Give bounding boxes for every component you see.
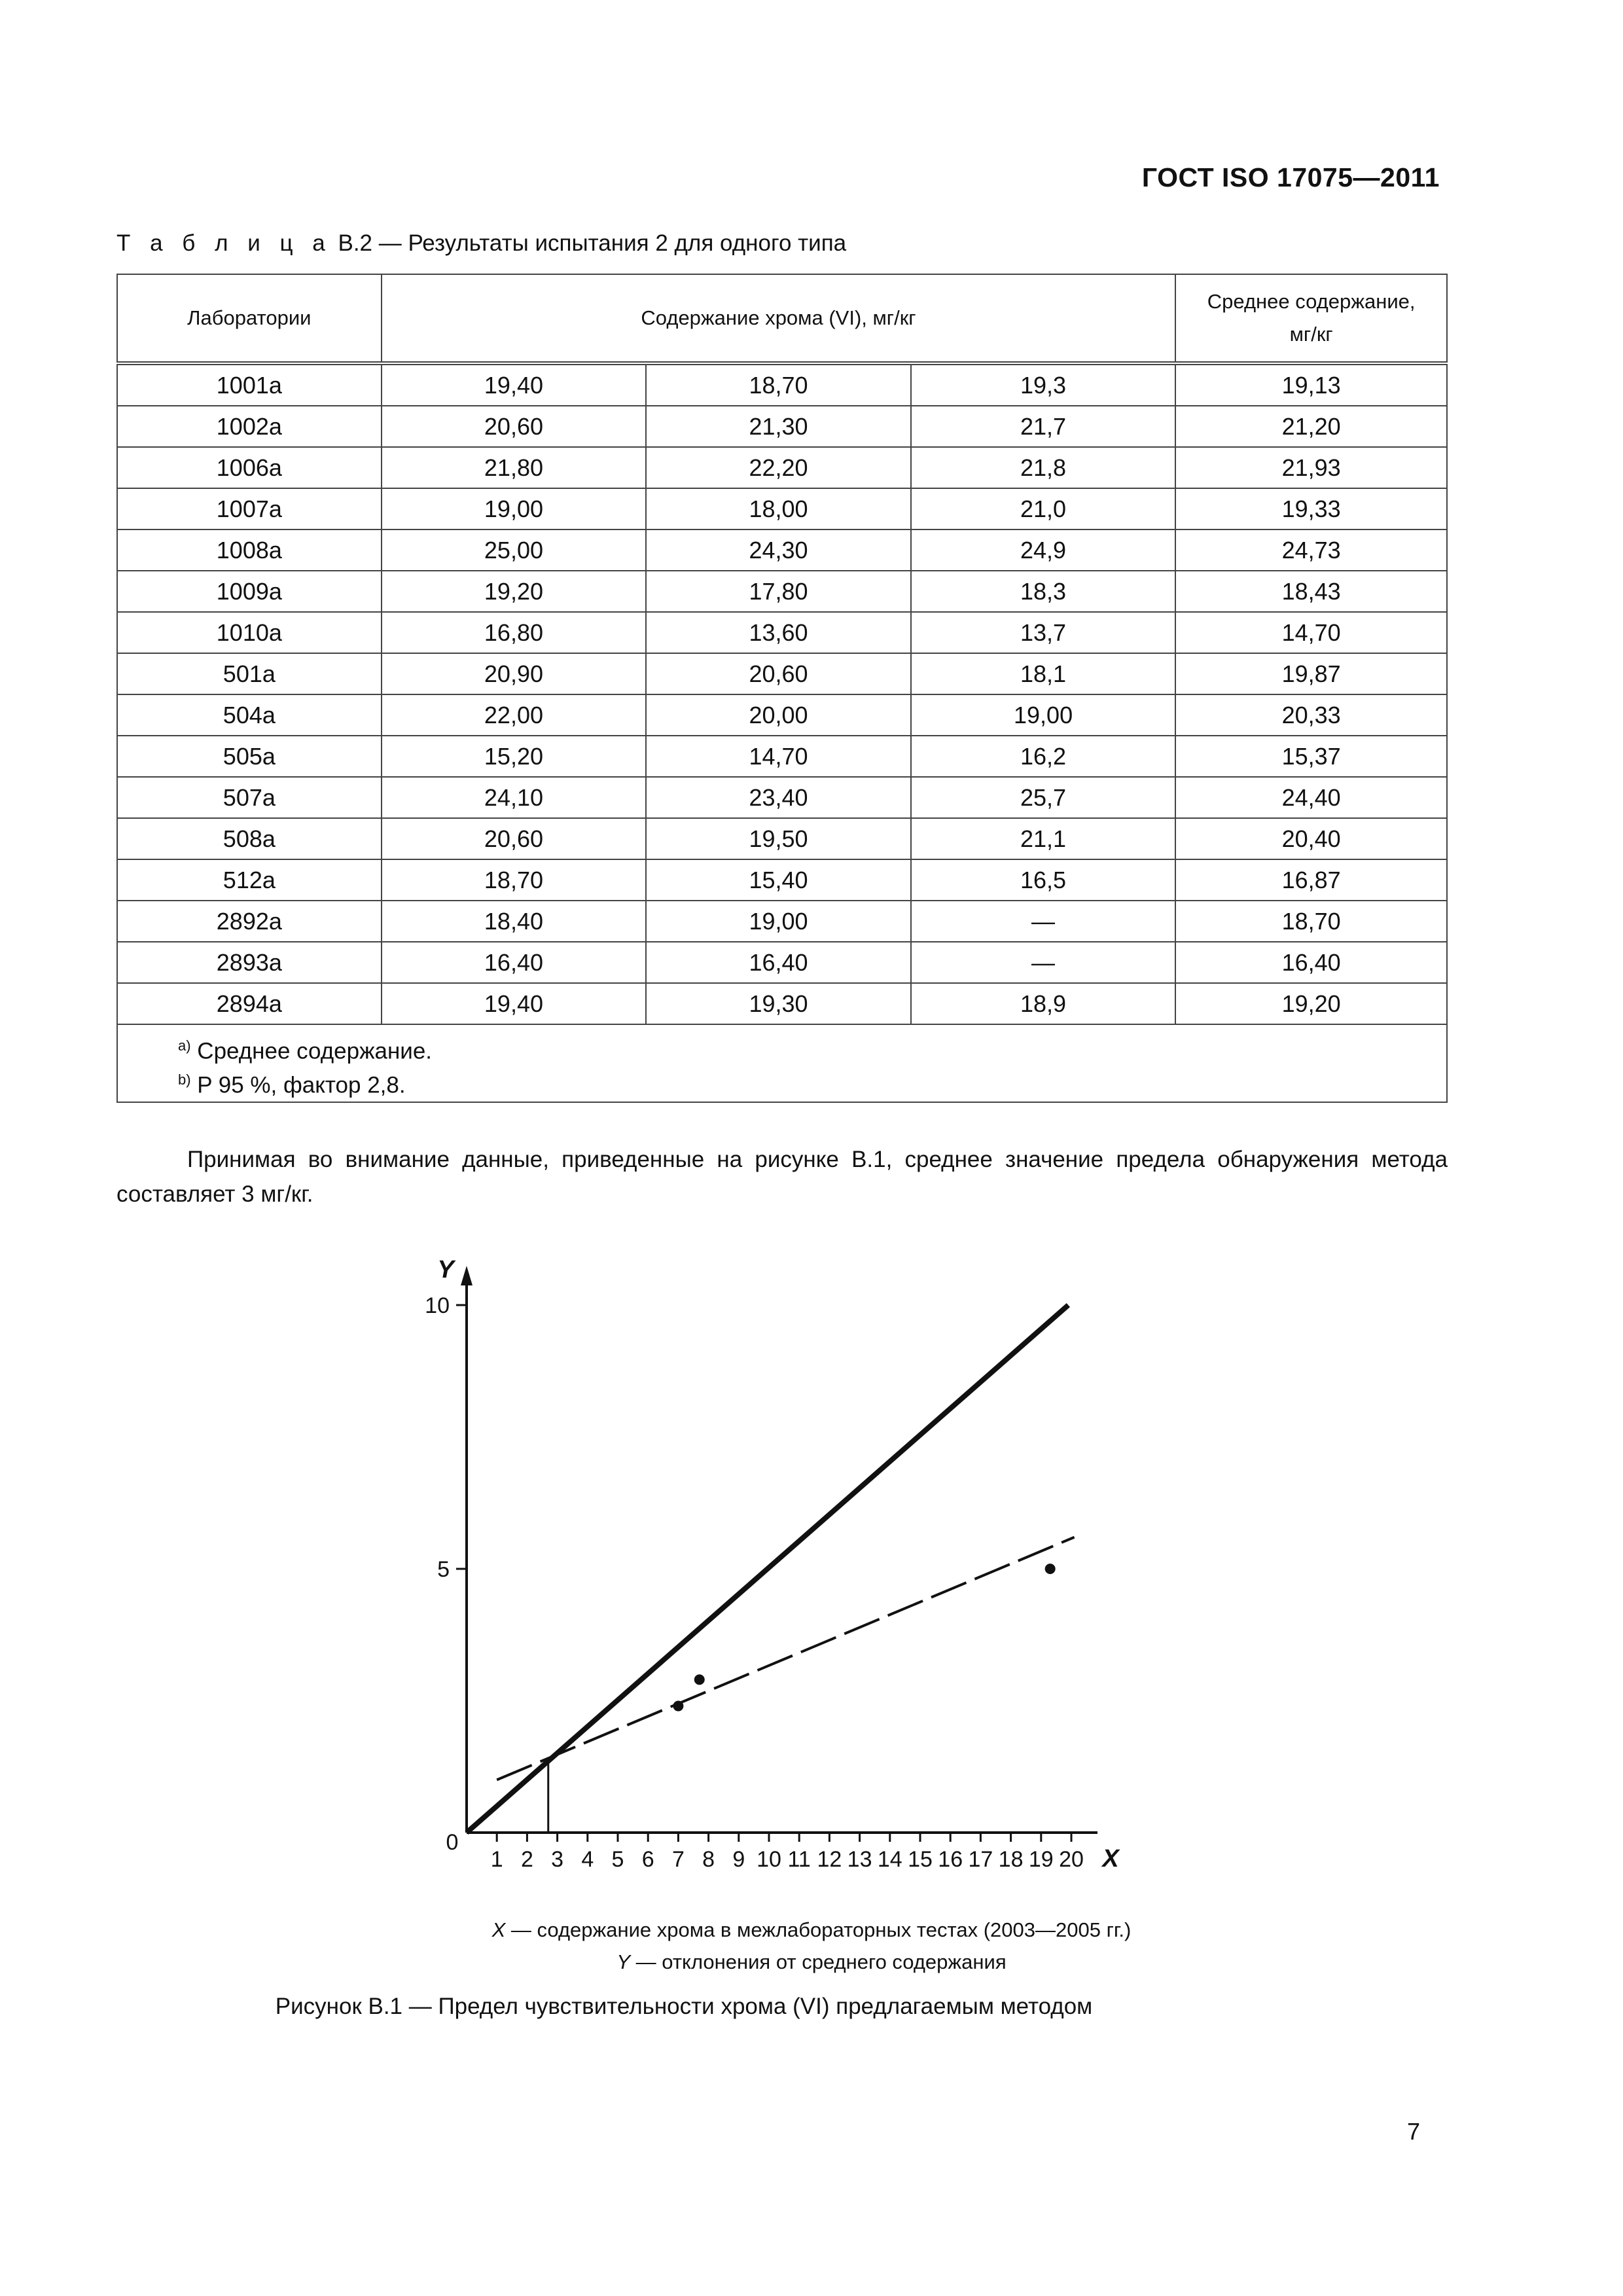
x-tick-label: 16 (938, 1847, 963, 1872)
body-paragraph: Принимая во внимание данные, приведенные на рисунке В.1, среднее значение предела обнаружения метода составляет 3 мг/кг. (116, 1147, 1448, 1207)
x-tick-label: 1 (490, 1847, 503, 1872)
value-cell: 17,80 (646, 571, 911, 612)
mean-cell: 21,20 (1175, 406, 1447, 447)
data-point (673, 1701, 683, 1712)
header-labs: Лаборатории (117, 274, 382, 363)
value-cell: 14,70 (646, 736, 911, 777)
x-axis-note (393, 1914, 1230, 1946)
lab-cell: 507a (117, 777, 382, 818)
mean-cell: 18,70 (1175, 901, 1447, 942)
x-note-text: — содержание хрома в межлабораторных тестах (2003—2005 гг.) (505, 1918, 1132, 1941)
table-row (117, 818, 1447, 859)
value-cell: 20,60 (646, 653, 911, 694)
lab-cell: 512a (117, 859, 382, 901)
value-cell: 18,00 (646, 488, 911, 529)
table-row (117, 447, 1447, 488)
table-notes (117, 1024, 1447, 1102)
x-tick-label: 9 (732, 1847, 745, 1872)
value-cell: 16,40 (646, 942, 911, 983)
table-row (117, 529, 1447, 571)
mean-cell: 19,33 (1175, 488, 1447, 529)
x-tick-label: 15 (908, 1847, 933, 1872)
page-number: 7 (1407, 2118, 1421, 2145)
note-a-text: Среднее содержание. (197, 1038, 433, 1064)
data-point (1045, 1564, 1056, 1574)
mean-cell: 19,87 (1175, 653, 1447, 694)
mean-cell: 21,93 (1175, 447, 1447, 488)
table-header-row (117, 274, 1447, 363)
lab-cell: 1007a (117, 488, 382, 529)
note-b-text: P 95 %, фактор 2,8. (197, 1072, 406, 1098)
y-note-text: — отклонения от среднего содержания (630, 1950, 1007, 1973)
value-cell: 23,40 (646, 777, 911, 818)
x-tick-label: 5 (611, 1847, 624, 1872)
mean-cell: 20,33 (1175, 694, 1447, 736)
value-cell: 18,40 (382, 901, 647, 942)
lab-cell: 1008a (117, 529, 382, 571)
value-cell: 21,30 (646, 406, 911, 447)
value-cell: 15,20 (382, 736, 647, 777)
x-axis-letter: X (1102, 1845, 1119, 1873)
table-row (117, 612, 1447, 653)
x-tick-label: 6 (641, 1847, 654, 1872)
x-note-var: X (491, 1918, 506, 1941)
value-cell: 20,90 (382, 653, 647, 694)
series-line-dashed (497, 1537, 1074, 1780)
header-content: Содержание хрома (VI), мг/кг (382, 274, 1176, 363)
x-tick-label: 20 (1059, 1847, 1084, 1872)
table-row (117, 694, 1447, 736)
value-cell: 24,10 (382, 777, 647, 818)
y-tick-label: 5 (437, 1557, 450, 1582)
value-cell: 21,0 (911, 488, 1176, 529)
results-table (116, 274, 1448, 1103)
figure-caption: Рисунок В.1 — Предел чувствительности хрома (VI) предлагаемым методом (275, 1994, 1093, 2019)
mean-cell: 19,13 (1175, 363, 1447, 406)
lab-cell: 1006a (117, 447, 382, 488)
x-tick-label: 2 (520, 1847, 533, 1872)
table-caption-prefix: Т а б л и ц а (116, 230, 332, 256)
table-row (117, 859, 1447, 901)
table-row (117, 942, 1447, 983)
x-tick-label: 12 (817, 1847, 842, 1872)
x-tick-label: 3 (551, 1847, 564, 1872)
mean-cell: 24,73 (1175, 529, 1447, 571)
x-tick-label: 10 (757, 1847, 781, 1872)
value-cell: 19,00 (382, 488, 647, 529)
value-cell: 16,80 (382, 612, 647, 653)
value-cell: 16,2 (911, 736, 1176, 777)
origin-label: 0 (446, 1830, 459, 1855)
lab-cell: 1002a (117, 406, 382, 447)
value-cell: 15,40 (646, 859, 911, 901)
lab-cell: 1010a (117, 612, 382, 653)
lab-cell: 505a (117, 736, 382, 777)
value-cell: 13,7 (911, 612, 1176, 653)
value-cell: 24,30 (646, 529, 911, 571)
x-tick-label: 11 (787, 1847, 811, 1872)
x-tick-label: 14 (877, 1847, 902, 1872)
table-notes-row (117, 1024, 1447, 1102)
mean-cell: 20,40 (1175, 818, 1447, 859)
lab-cell: 508a (117, 818, 382, 859)
y-note-var: Y (616, 1950, 631, 1973)
value-cell: 19,3 (911, 363, 1176, 406)
table-row (117, 777, 1447, 818)
lab-cell: 1001a (117, 363, 382, 406)
value-cell: 16,40 (382, 942, 647, 983)
value-cell: 18,9 (911, 983, 1176, 1024)
table-caption (116, 230, 846, 257)
value-cell: 20,60 (382, 818, 647, 859)
table-row (117, 901, 1447, 942)
value-cell: 19,40 (382, 983, 647, 1024)
value-cell: 16,5 (911, 859, 1176, 901)
value-cell: 20,00 (646, 694, 911, 736)
value-cell: 24,9 (911, 529, 1176, 571)
lab-cell: 2892a (117, 901, 382, 942)
table-row (117, 363, 1447, 406)
value-cell: 18,70 (646, 363, 911, 406)
standard-header: ГОСТ ISO 17075—2011 (1141, 162, 1440, 192)
mean-cell: 14,70 (1175, 612, 1447, 653)
table-row (117, 983, 1447, 1024)
axis-legend (393, 1914, 1230, 1978)
x-tick-label: 13 (847, 1847, 872, 1872)
value-cell: 19,00 (911, 694, 1176, 736)
x-tick-label: 8 (702, 1847, 715, 1872)
mean-cell: 18,43 (1175, 571, 1447, 612)
mean-cell: 16,87 (1175, 859, 1447, 901)
value-cell: 21,7 (911, 406, 1176, 447)
value-cell: 19,50 (646, 818, 911, 859)
y-axis-note (393, 1946, 1230, 1978)
value-cell: 19,40 (382, 363, 647, 406)
value-cell: 18,3 (911, 571, 1176, 612)
note-b (178, 1066, 1446, 1100)
note-a-mark: a) (178, 1037, 191, 1054)
mean-cell: 19,20 (1175, 983, 1447, 1024)
detection-limit-chart (0, 1244, 1623, 1905)
value-cell: 21,80 (382, 447, 647, 488)
value-cell: 22,00 (382, 694, 647, 736)
x-tick-label: 18 (998, 1847, 1024, 1872)
value-cell: 21,1 (911, 818, 1176, 859)
mean-cell: 24,40 (1175, 777, 1447, 818)
lab-cell: 504a (117, 694, 382, 736)
value-cell: — (911, 901, 1176, 942)
value-cell: — (911, 942, 1176, 983)
table-row (117, 406, 1447, 447)
lab-cell: 2894a (117, 983, 382, 1024)
value-cell: 22,20 (646, 447, 911, 488)
lab-cell: 2893a (117, 942, 382, 983)
note-a (178, 1031, 1446, 1066)
x-tick-label: 4 (581, 1847, 594, 1872)
y-tick-label: 10 (425, 1293, 450, 1318)
mean-cell: 15,37 (1175, 736, 1447, 777)
mean-cell: 16,40 (1175, 942, 1447, 983)
value-cell: 18,70 (382, 859, 647, 901)
value-cell: 25,00 (382, 529, 647, 571)
table-row (117, 736, 1447, 777)
y-axis-letter: Y (437, 1256, 454, 1283)
table-caption-text: В.2 — Результаты испытания 2 для одного типа (338, 230, 847, 256)
lab-cell: 1009a (117, 571, 382, 612)
value-cell: 19,20 (382, 571, 647, 612)
header-mean-line1: Среднее содержание, (1207, 290, 1416, 313)
value-cell: 19,00 (646, 901, 911, 942)
y-axis-arrow (461, 1266, 473, 1285)
value-cell: 18,1 (911, 653, 1176, 694)
value-cell: 20,60 (382, 406, 647, 447)
value-cell: 21,8 (911, 447, 1176, 488)
x-tick-label: 17 (968, 1847, 993, 1872)
value-cell: 13,60 (646, 612, 911, 653)
table-row (117, 488, 1447, 529)
table-row (117, 653, 1447, 694)
header-mean (1175, 274, 1447, 363)
value-cell: 25,7 (911, 777, 1176, 818)
lab-cell: 501a (117, 653, 382, 694)
x-tick-label: 19 (1028, 1847, 1054, 1872)
table-body (117, 363, 1447, 1024)
value-cell: 19,30 (646, 983, 911, 1024)
data-point (694, 1674, 705, 1685)
note-b-mark: b) (178, 1071, 191, 1088)
header-mean-line2: мг/кг (1289, 323, 1333, 346)
table-row (117, 571, 1447, 612)
x-tick-label: 7 (671, 1847, 685, 1872)
